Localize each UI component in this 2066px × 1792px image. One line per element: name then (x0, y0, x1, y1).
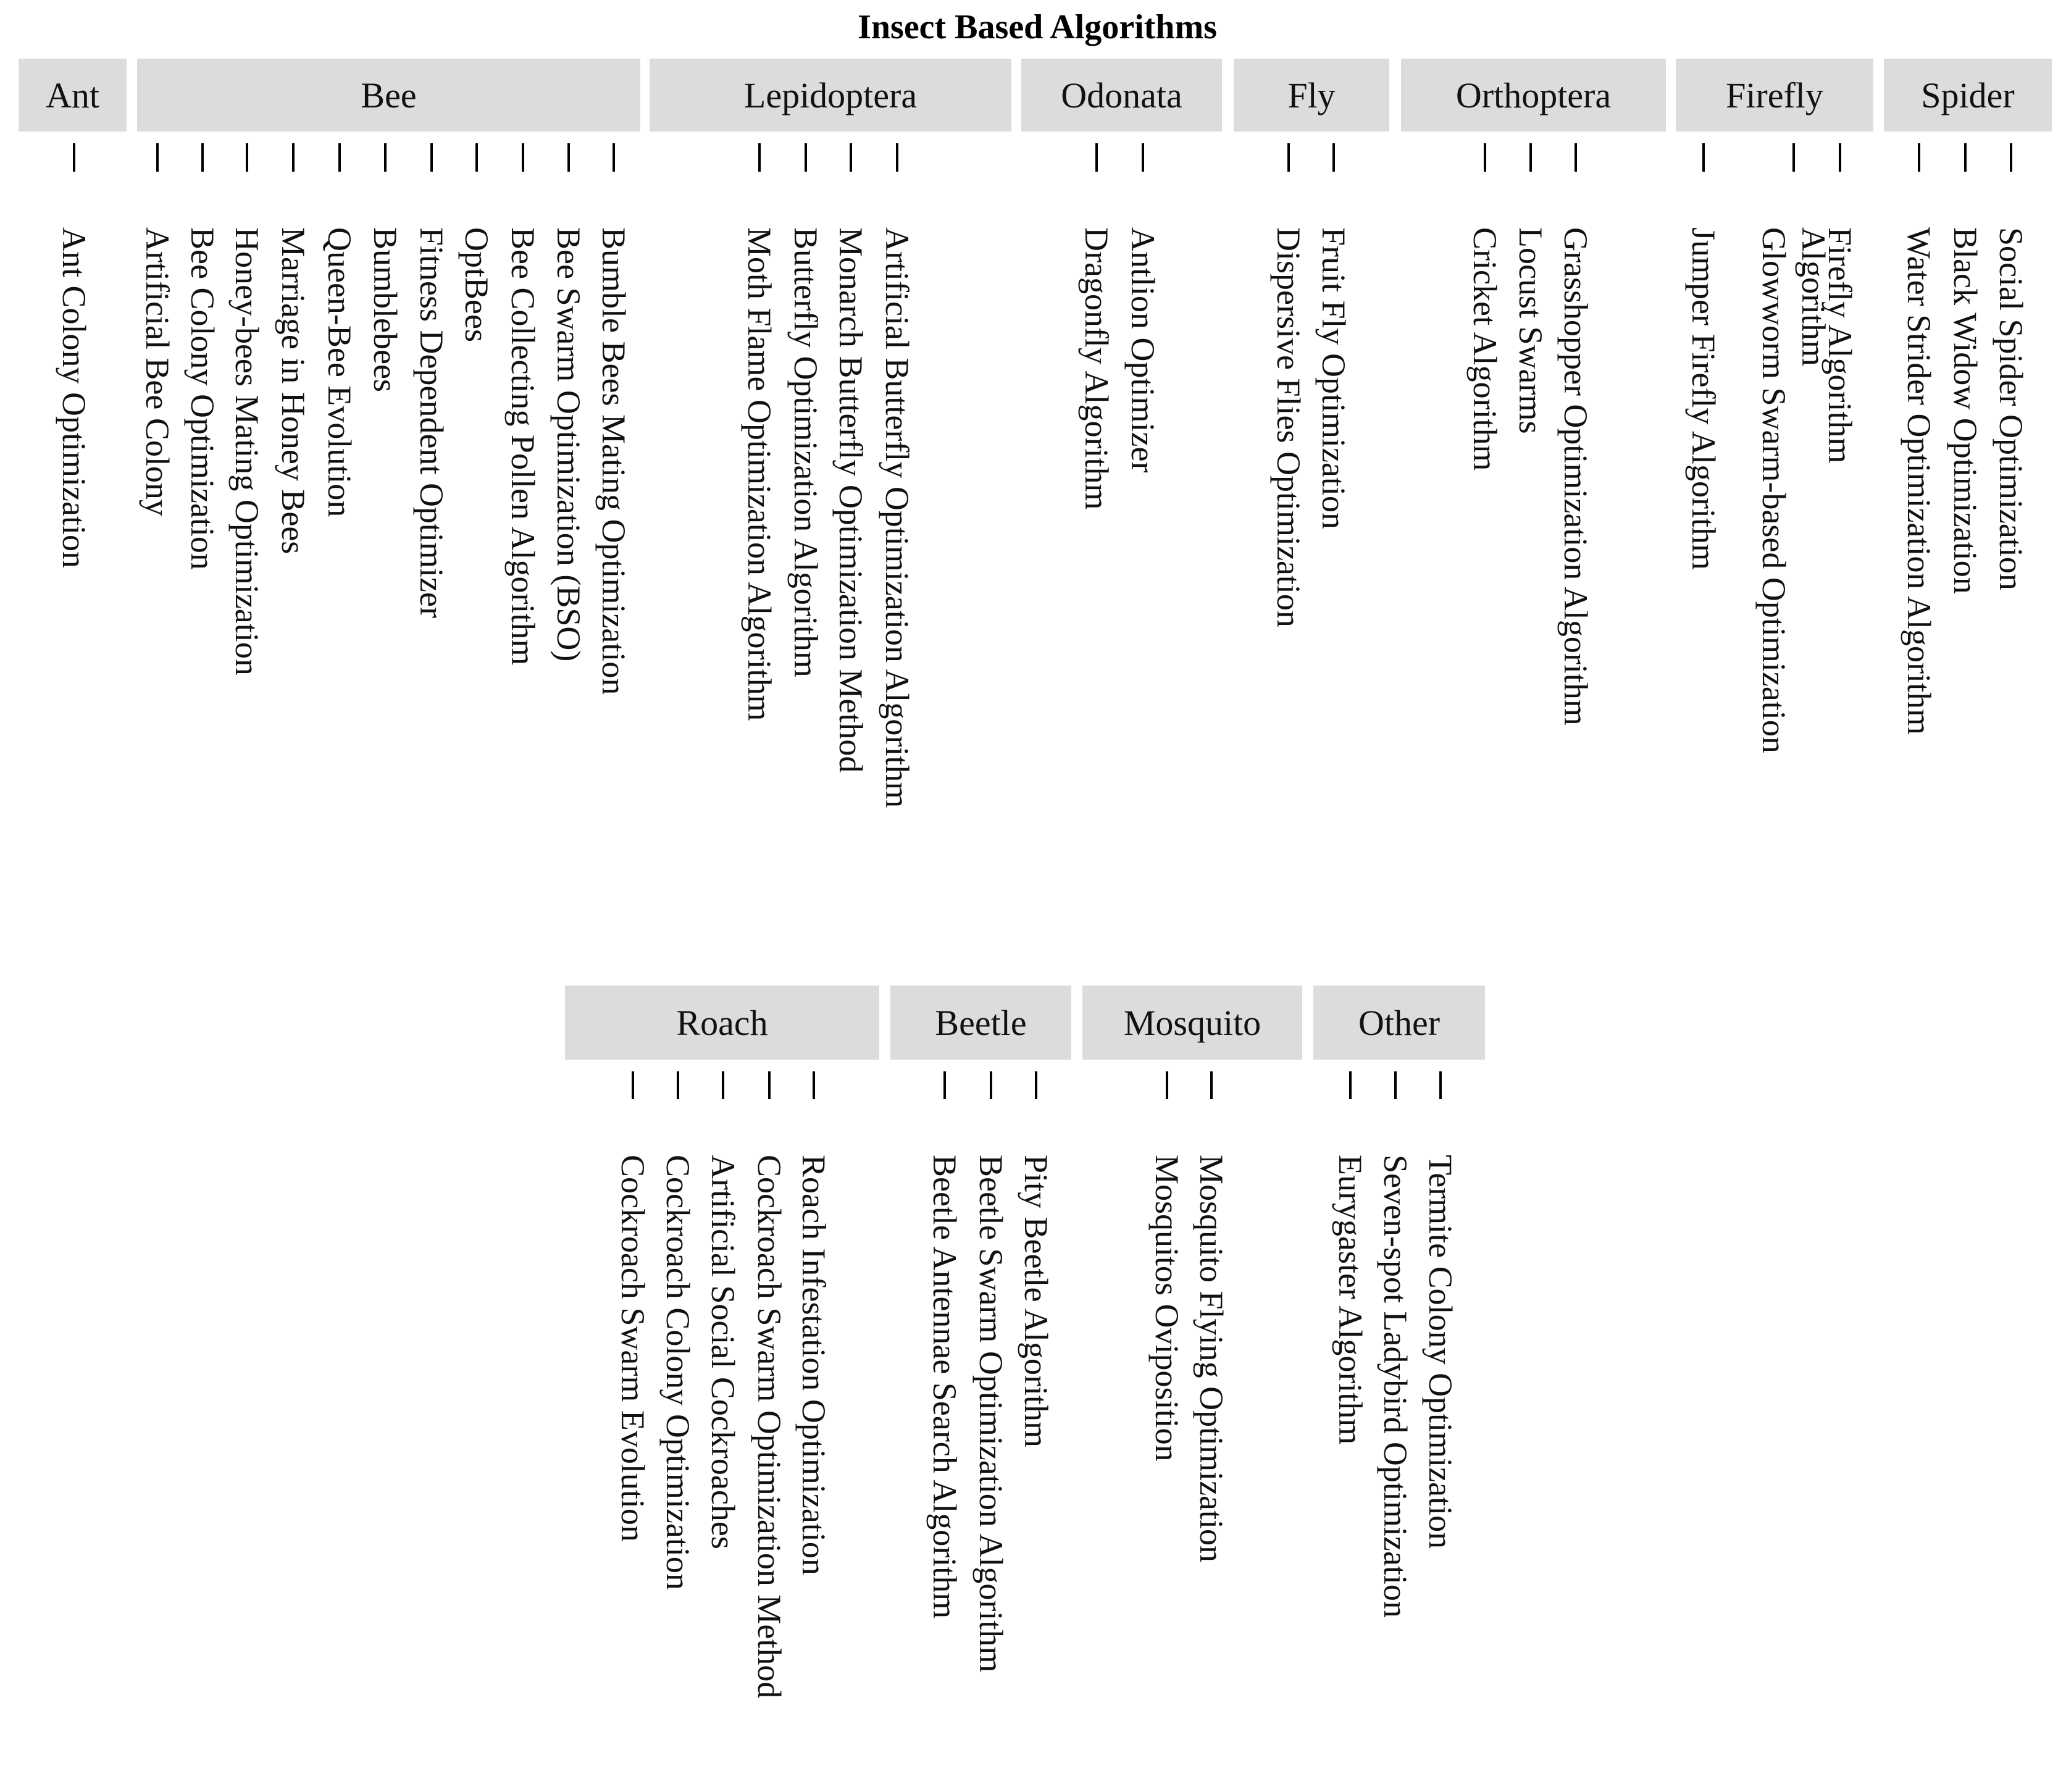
algorithm-label-cockroach-swarm-optimization-method: Cockroach Swarm Optimization Method (751, 1155, 788, 1699)
category-ant (19, 59, 127, 568)
algorithm-label-roach-infestation-optimization: Roach Infestation Optimization (795, 1155, 832, 1575)
category-label-bee: Bee (361, 75, 417, 115)
category-bee (137, 59, 640, 695)
algorithm-label-jumper-firefly-algorithm: Jumper Firefly Algorithm (1685, 227, 1722, 570)
category-mosquito (1082, 986, 1302, 1562)
category-groups (19, 59, 2052, 1698)
algorithm-label-butterfly-optimization-algorithm: Butterfly Optimization Algorithm (787, 227, 824, 677)
algorithm-label-queen-bee-evolution: Queen-Bee Evolution (321, 227, 358, 517)
algorithm-label-optbees: OptBees (458, 227, 495, 342)
algorithm-label-cricket-algorithm: Cricket Algorithm (1466, 227, 1503, 471)
algorithm-label-bee-collecting-pollen-algorithm: Bee Collecting Pollen Algorithm (504, 227, 542, 666)
algorithm-label-bee-swarm-optimization-bso: Bee Swarm Optimization (BSO) (550, 227, 587, 662)
category-label-orthoptera: Orthoptera (1455, 75, 1612, 115)
algorithm-label-artificial-bee-colony: Artificial Bee Colony (139, 227, 176, 516)
algorithm-label-monarch-butterfly-optimization-method: Monarch Butterfly Optimization Method (832, 227, 869, 773)
category-label-other: Other (1358, 1003, 1441, 1043)
algorithm-label-social-spider-optimization: Social Spider Optimization (1993, 227, 2030, 590)
algorithm-label-beetle-swarm-optimization-algorithm: Beetle Swarm Optimization Algorithm (972, 1155, 1010, 1673)
algorithm-label-artificial-social-cockroaches: Artificial Social Cockroaches (705, 1155, 742, 1549)
algorithm-label-bumble-bees-mating-optimization: Bumble Bees Mating Optimization (595, 227, 632, 695)
category-roach (565, 986, 879, 1698)
algorithm-label-mosquitos-oviposition: Mosquitos Oviposition (1148, 1155, 1186, 1462)
algorithm-label-antlion-optimizer: Antlion Optimizer (1124, 227, 1161, 473)
algorithm-label-black-widow-optimization: Black Widow Optimization (1947, 227, 1984, 594)
category-orthoptera (1401, 59, 1666, 726)
algorithm-label-glowworm-swarm-based-optimization-algorithm-line-1: Glowworm Swarm-based Optimization (1755, 227, 1792, 753)
algorithm-label-termite-colony-optimization: Termite Colony Optimization (1422, 1155, 1459, 1549)
algorithm-label-cockroach-swarm-evolution: Cockroach Swarm Evolution (614, 1155, 651, 1542)
category-label-ant: Ant (46, 75, 99, 115)
diagram-title: Insect Based Algorithms (858, 8, 1217, 46)
category-beetle (890, 986, 1071, 1672)
category-label-odonata: Odonata (1061, 75, 1182, 115)
category-label-spider: Spider (1921, 75, 2015, 115)
category-label-lepidoptera: Lepidoptera (743, 75, 918, 115)
algorithm-label-beetle-antennae-search-algorithm: Beetle Antennae Search Algorithm (926, 1155, 963, 1619)
algorithm-label-dragonfly-algorithm: Dragonfly Algorithm (1078, 227, 1115, 510)
algorithm-label-honey-bees-mating-optimization: Honey-bees Mating Optimization (228, 227, 266, 676)
algorithm-label-mosquito-flying-optimization: Mosquito Flying Optimization (1193, 1155, 1230, 1563)
category-label-firefly: Firefly (1726, 75, 1823, 115)
algorithm-label-fruit-fly-optimization: Fruit Fly Optimization (1315, 227, 1352, 530)
algorithm-label-water-strider-optimization-algorithm: Water Strider Optimization Algorithm (1901, 227, 1938, 735)
algorithm-label-firefly-algorithm: Firefly Algorithm (1821, 227, 1859, 464)
category-label-beetle: Beetle (935, 1003, 1027, 1043)
algorithm-label-locust-swarms: Locust Swarms (1512, 227, 1549, 434)
category-other (1313, 986, 1485, 1618)
category-label-fly: Fly (1287, 75, 1336, 115)
algorithm-label-dispersive-flies-optimization: Dispersive Flies Optimization (1270, 227, 1307, 627)
algorithm-label-artificial-butterfly-optimization-algorithm: Artificial Butterfly Optimization Algorithm (879, 227, 916, 808)
algorithm-label-bee-colony-optimization: Bee Colony Optimization (184, 227, 221, 570)
category-spider (1884, 59, 2052, 735)
algorithm-label-fitness-dependent-optimizer: Fitness Dependent Optimizer (413, 227, 450, 618)
algorithm-label-bumblebees: Bumblebees (367, 227, 404, 392)
category-odonata (1021, 59, 1222, 509)
algorithm-label-marriage-in-honey-bees: Marriage in Honey Bees (275, 227, 312, 555)
algorithm-label-pity-beetle-algorithm: Pity Beetle Algorithm (1018, 1155, 1055, 1447)
algorithm-label-seven-spot-ladybird-optimization: Seven-spot Ladybird Optimization (1377, 1155, 1414, 1618)
category-label-mosquito: Mosquito (1123, 1003, 1261, 1043)
algorithm-label-cockroach-colony-optimization: Cockroach Colony Optimization (659, 1155, 696, 1590)
algorithm-label-eurygaster-algorithm: Eurygaster Algorithm (1332, 1155, 1369, 1445)
category-label-roach: Roach (676, 1003, 768, 1043)
category-firefly (1676, 59, 1873, 753)
algorithm-label-ant-colony-optimization: Ant Colony Optimization (56, 227, 93, 568)
algorithm-label-glowworm-swarm-based-optimization-algorithm-line-2: Algorithm (1795, 227, 1832, 366)
category-lepidoptera (650, 59, 1011, 808)
algorithm-label-moth-flame-optimization-algorithm: Moth Flame Optimization Algorithm (741, 227, 778, 721)
category-fly (1234, 59, 1389, 627)
algorithm-label-grasshopper-optimization-algorithm: Grasshopper Optimization Algorithm (1557, 227, 1594, 726)
